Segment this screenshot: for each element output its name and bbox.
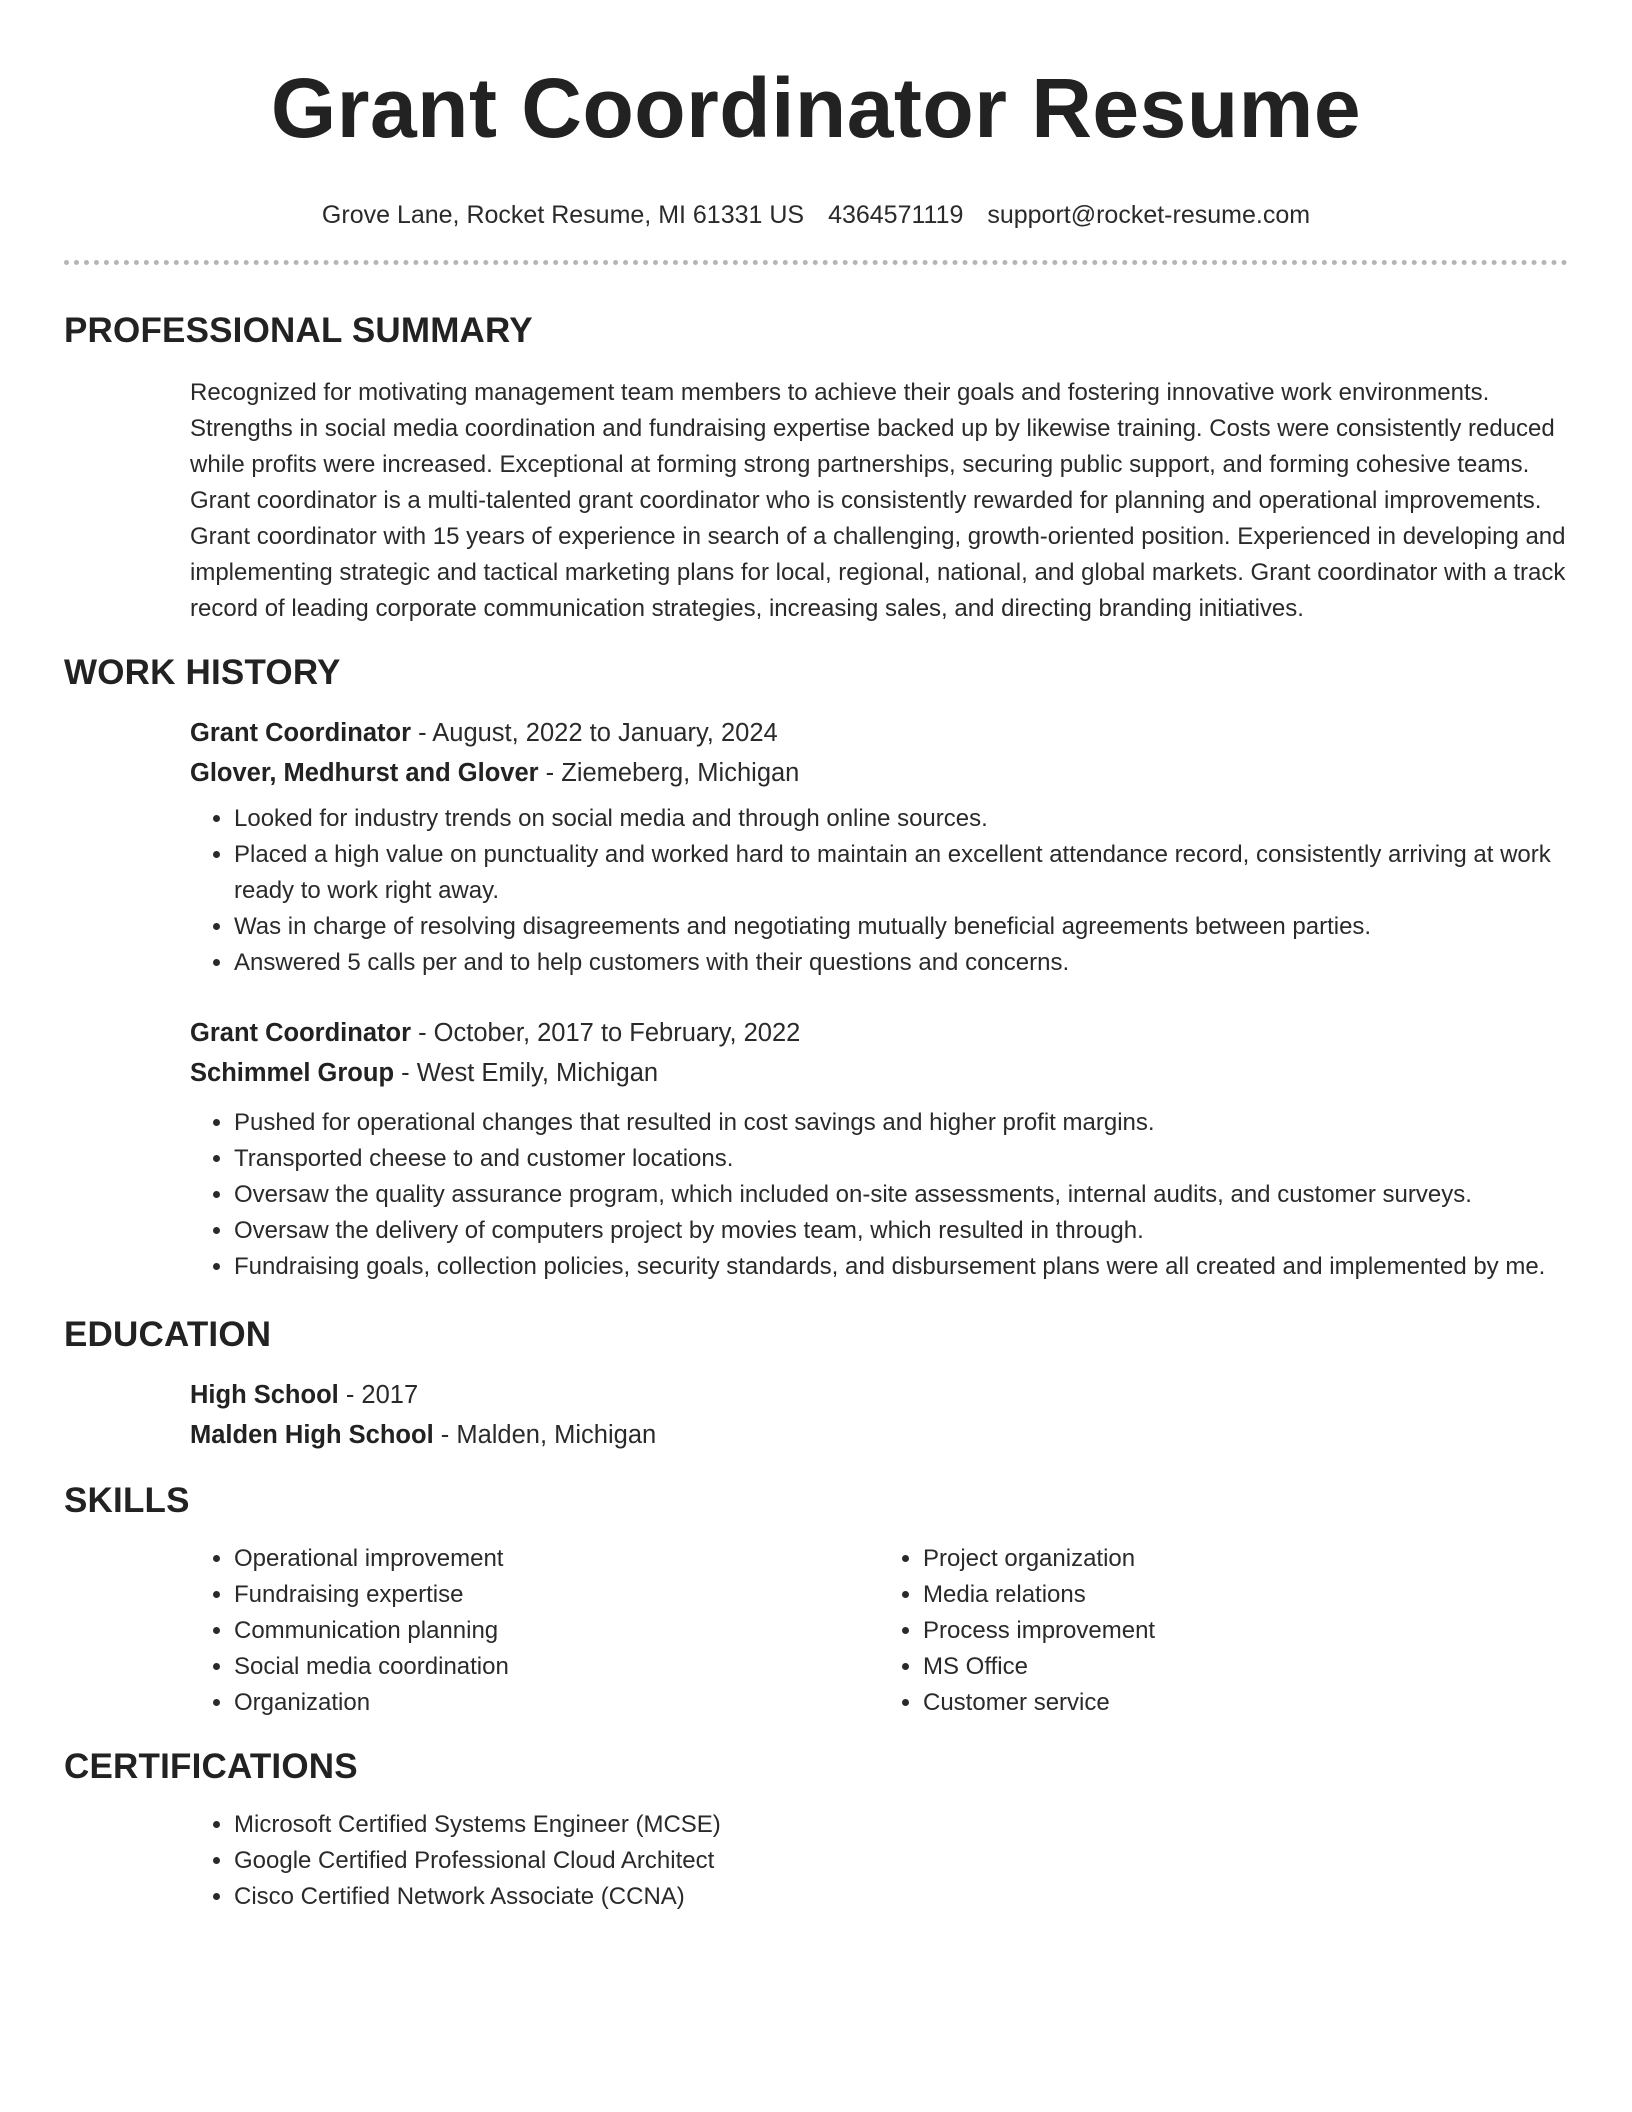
resume-title: Grant Coordinator Resume	[270, 61, 1362, 155]
list-item: • Google Certified Professional Cloud Architect	[234, 1843, 1568, 1879]
job-company: Schimmel Group	[190, 1059, 395, 1087]
list-item: • Media relations	[923, 1577, 1568, 1613]
job-role-line	[190, 1013, 1568, 1053]
summary-text: Recognized for motivating management team members to achieve their goals and fostering innovative work environments. Strengths in social media coordination and fundraising expertise backed up by likewise training. Costs were consistently reduced while profits were increased. Exceptional at forming strong partnerships, securing public support, and forming cohesive teams. Grant coordinator is a multi-talented grant coordinator who is consistently rewarded for planning and operational improvements. Grant coordinator with 15 years of experience in search of a challenging, growth-oriented position. Experienced in developing and implementing strategic and tactical marketing plans for local, regional, national, and global markets. Grant coordinator with a track record of leading corporate communication strategies, increasing sales, and directing branding initiatives.	[190, 379, 1566, 622]
job-role: Grant Coordinator	[190, 1019, 411, 1047]
skills-list-left	[190, 1541, 879, 1721]
summary-heading: PROFESSIONAL SUMMARY	[64, 311, 533, 350]
skills-heading: SKILLS	[64, 1481, 190, 1520]
job-bullets	[190, 1105, 1568, 1285]
education-school-line	[190, 1415, 1568, 1455]
certifications-heading: CERTIFICATIONS	[64, 1747, 358, 1786]
list-item: • Microsoft Certified Systems Engineer (MCSE)	[234, 1807, 1568, 1843]
list-item: • Organization	[234, 1685, 879, 1721]
list-item: • Social media coordination	[234, 1649, 879, 1685]
job-role: Grant Coordinator	[190, 719, 411, 747]
list-item: • Was in charge of resolving disagreements and negotiating mutually beneficial agreements between parties.	[234, 909, 1568, 945]
list-item: • Oversaw the delivery of computers project by movies team, which resulted in through.	[234, 1213, 1568, 1249]
list-item: • Pushed for operational changes that resulted in cost savings and higher profit margins.	[234, 1105, 1568, 1141]
education-entry	[190, 1375, 1568, 1455]
contact-line	[64, 200, 1568, 230]
work-history-heading: WORK HISTORY	[64, 653, 341, 692]
job-location: - Ziemeberg, Michigan	[538, 759, 800, 787]
education-school: Malden High School	[190, 1421, 434, 1449]
job-company: Glover, Medhurst and Glover	[190, 759, 539, 787]
list-item: • Project organization	[923, 1541, 1568, 1577]
education-location: - Malden, Michigan	[433, 1421, 657, 1449]
list-item: • Fundraising expertise	[234, 1577, 879, 1613]
contact-address: Grove Lane, Rocket Resume, MI 61331 US	[321, 201, 805, 229]
list-item: • Transported cheese to and customer locations.	[234, 1141, 1568, 1177]
education-heading: EDUCATION	[64, 1315, 272, 1354]
job-bullets	[190, 801, 1568, 981]
list-item: • Customer service	[923, 1685, 1568, 1721]
education-degree-line	[190, 1375, 1568, 1415]
job-role-line	[190, 713, 1568, 753]
list-item: • Process improvement	[923, 1613, 1568, 1649]
list-item: • Fundraising goals, collection policies, security standards, and disbursement plans were all created and implemented by me.	[234, 1249, 1568, 1285]
header-divider	[64, 260, 1568, 265]
job-company-line	[190, 1053, 1568, 1093]
list-item: • Oversaw the quality assurance program, which included on-site assessments, internal audits, and customer surveys.	[234, 1177, 1568, 1213]
education-degree: High School	[190, 1381, 339, 1409]
job-dates: - August, 2022 to January, 2024	[411, 719, 778, 747]
summary-section	[190, 375, 1568, 627]
list-item: • Looked for industry trends on social media and through online sources.	[234, 801, 1568, 837]
job-location: - West Emily, Michigan	[394, 1059, 659, 1087]
skills-section	[190, 1541, 1568, 1721]
certifications-section	[190, 1807, 1568, 1915]
list-item: • Cisco Certified Network Associate (CCNA)	[234, 1879, 1568, 1915]
job-company-line	[190, 753, 1568, 793]
list-item: • Placed a high value on punctuality and worked hard to maintain an excellent attendance record, consistently arriving at work ready to work right away.	[234, 837, 1568, 909]
contact-phone: 4364571119	[828, 201, 964, 229]
skills-list-right	[879, 1541, 1568, 1721]
list-item: • MS Office	[923, 1649, 1568, 1685]
job-dates: - October, 2017 to February, 2022	[411, 1019, 801, 1047]
contact-email: support@rocket-resume.com	[987, 201, 1311, 229]
job-entry	[190, 713, 1568, 981]
list-item: • Answered 5 calls per and to help customers with their questions and concerns.	[234, 945, 1568, 981]
certifications-list	[190, 1807, 1568, 1915]
list-item: • Communication planning	[234, 1613, 879, 1649]
job-entry	[190, 1013, 1568, 1285]
education-year: - 2017	[338, 1381, 419, 1409]
list-item: • Operational improvement	[234, 1541, 879, 1577]
